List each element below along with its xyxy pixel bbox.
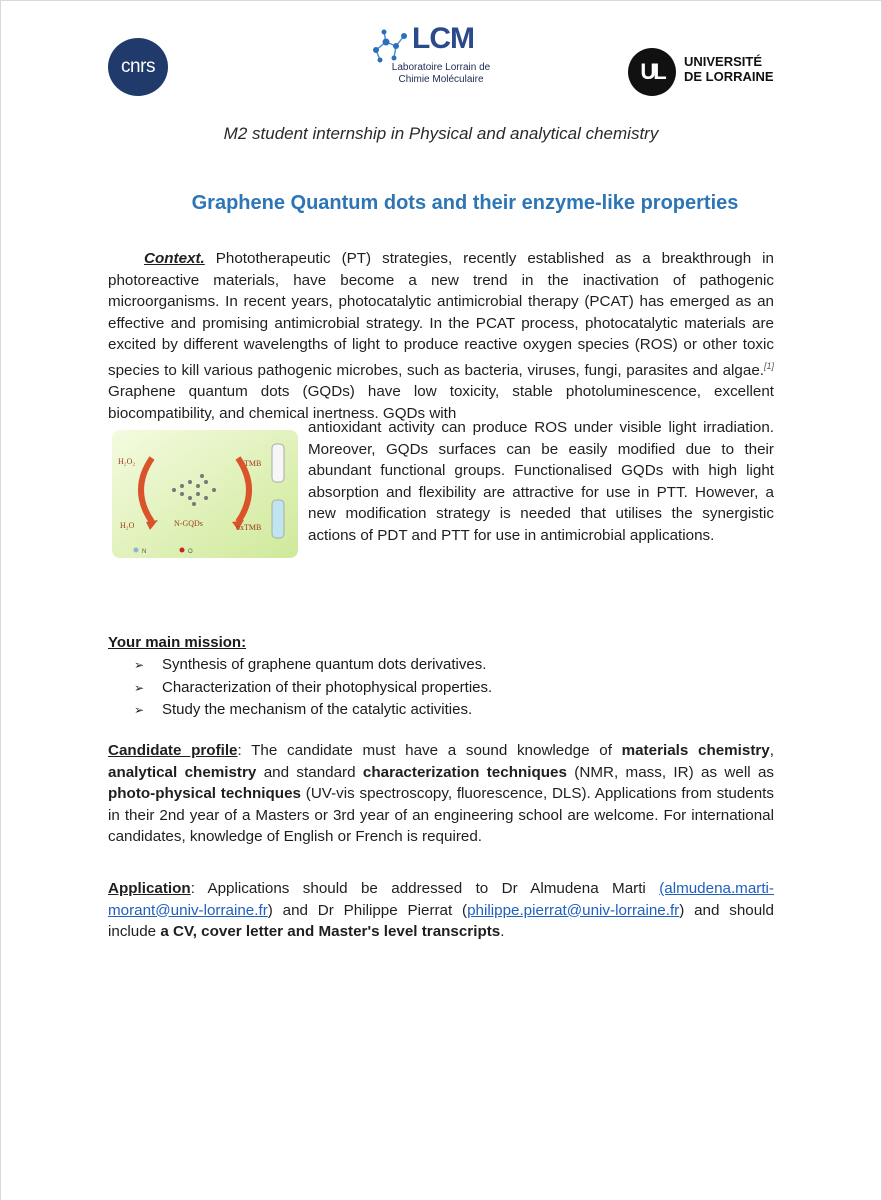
oxtmb-vial <box>272 500 284 538</box>
legend-o: O <box>188 549 193 555</box>
context-text-b: Graphene quantum dots (GQDs) have low toxicity, stable photoluminescence, excellent biocompatibility, and chemical inertness. GQDs with <box>108 383 774 422</box>
label-h2o: H₂O <box>120 521 135 530</box>
page-border-left <box>0 0 1 1200</box>
label-oxtmb: oxTMB <box>236 523 262 532</box>
legend-n-dot <box>134 548 139 553</box>
profile-bold: photo-physical techniques <box>108 785 301 802</box>
profile-bold: materials chemistry <box>621 742 770 759</box>
arrow-bullet-icon: ➢ <box>134 703 145 717</box>
profile-bold: analytical chemistry <box>108 763 257 781</box>
label-tmb: TMB <box>244 459 262 468</box>
lcm-logo <box>366 24 516 94</box>
label-h2o2: H₂O₂ <box>118 457 136 466</box>
application-text: : Applications should be addressed to Dr Almudena Marti <box>190 880 660 897</box>
application-paragraph <box>108 878 774 943</box>
lcm-name-line1: Laboratoire Lorrain de <box>391 62 491 73</box>
profile-text: and standard <box>256 763 363 781</box>
reference-marker: [1] <box>763 360 774 371</box>
profile-text: , <box>769 742 774 759</box>
cnrs-logo-text: cnrs <box>121 56 155 77</box>
mission-item-text: Synthesis of graphene quantum dots derivatives. <box>162 656 487 673</box>
profile-text: : The candidate must have a sound knowledge of <box>237 742 622 759</box>
application-text: ) and Dr Philippe Pierrat ( <box>267 901 468 919</box>
list-item <box>134 699 492 722</box>
label-ngqds: N-GQDs <box>174 519 203 528</box>
mission-item-text: Characterization of their photophysical properties. <box>162 678 493 696</box>
internship-subtitle: M2 student internship in Physical and analytical chemistry <box>223 124 659 143</box>
application-text: ) and should include <box>108 901 775 940</box>
page-border-top <box>0 0 882 1</box>
profile-label: Candidate profile <box>108 742 238 759</box>
context-label: Context. <box>144 250 205 267</box>
mission-item-text: Study the mechanism of the catalytic activities. <box>162 701 473 718</box>
ul-name-line1: UNIVERSITÉ <box>684 54 763 69</box>
lcm-name <box>366 62 516 86</box>
ul-logo-mark: UL <box>628 48 676 96</box>
lcm-logo-mark: LCM <box>412 22 474 55</box>
list-item <box>134 677 492 700</box>
context-text-a: Phototherapeutic (PT) strategies, recently established as a breakthrough in photoreactive materials, have become a new trend in the inactivation of pathogenic microorganisms. In recent years, photocatalytic antimicrobial therapy (PCAT) has emerged as an effective and promising antimicrobial strategy. In the PCAT process, photocatalytic materials are excited by different wavelengths of light to produce reactive oxygen species (ROS) or other toxic species to kill various pathogenic microbes, such as bacteria, viruses, fungi, parasites and algae. <box>108 250 774 379</box>
email-link-marti[interactable]: (almudena.marti-morant@univ-lorraine.fr <box>108 880 774 919</box>
page-title: Graphene Quantum dots and their enzyme-like properties <box>191 192 739 214</box>
context-paragraph-continued: antioxidant activity can produce ROS under visible light irradiation. Moreover, GQDs surfaces can be easily modified due to their abundant functional groups. Functionalised GQDs with high light absorption and flexibility are attractive for use in PTT. However, a new modification strategy is needed that utilises the synergistic actions of PDT and PTT for use in antimicrobial applications. <box>308 419 774 544</box>
ul-name-line2: DE LORRAINE <box>684 69 774 84</box>
list-item <box>134 654 492 677</box>
application-bold: a CV, cover letter and Master's level transcripts <box>160 923 501 940</box>
mission-heading: Your main mission: <box>108 634 247 651</box>
legend-n: N <box>142 549 147 555</box>
molecule-icon <box>370 24 412 64</box>
email-link-pierrat[interactable]: philippe.pierrat@univ-lorraine.fr <box>467 901 680 919</box>
profile-text: (NMR, mass, IR) as well as <box>566 763 774 781</box>
universite-lorraine-logo <box>628 48 788 96</box>
ul-name <box>684 54 774 84</box>
mission-list <box>134 654 492 722</box>
cnrs-logo <box>108 38 168 96</box>
candidate-profile-paragraph <box>108 740 774 848</box>
lcm-name-line2: Chimie Moléculaire <box>398 74 484 85</box>
profile-bold: characterization techniques <box>362 763 567 781</box>
legend-o-dot <box>180 548 185 553</box>
tmb-vial <box>272 444 284 482</box>
ngqds-reaction-figure <box>112 430 298 558</box>
profile-text: (UV-vis spectroscopy, fluorescence, DLS). Applications from students in their 2nd year of a Masters or 3rd year of an engineering school are welcome. For international candidates, knowledge of English or French is required. <box>108 785 774 845</box>
arrow-bullet-icon: ➢ <box>134 680 145 695</box>
application-label: Application <box>108 880 191 897</box>
arrow-bullet-icon: ➢ <box>134 658 145 672</box>
application-text: . <box>500 923 505 940</box>
context-paragraph <box>108 248 774 424</box>
